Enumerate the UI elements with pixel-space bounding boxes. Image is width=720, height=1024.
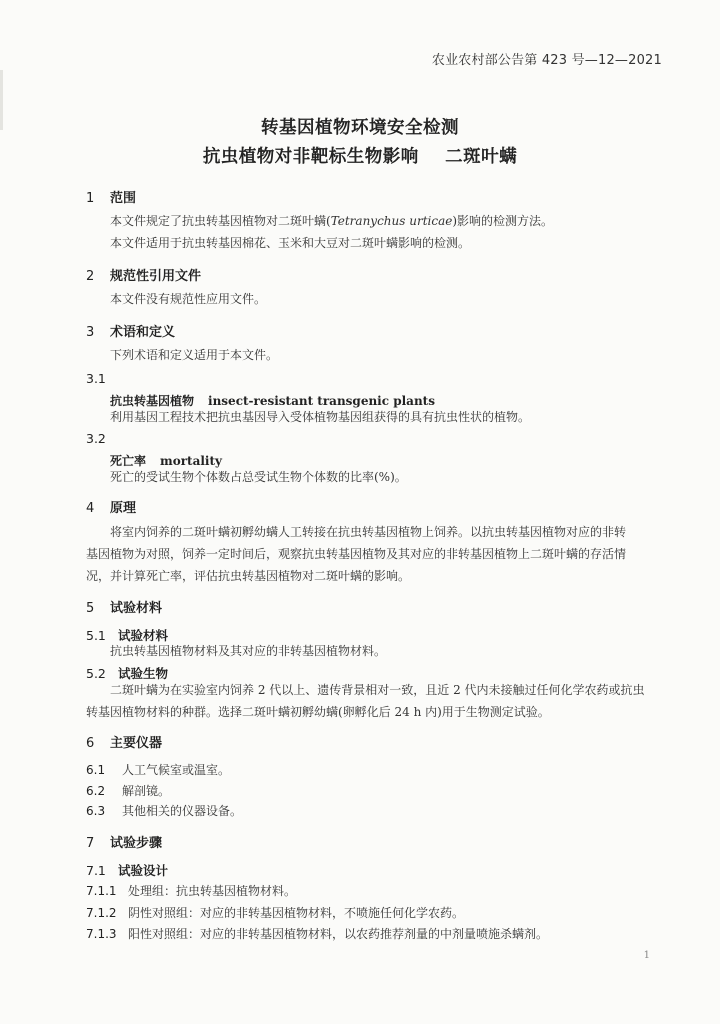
item-text: 阴性对照组：对应的非转基因植物材料，不喷施任何化学农药。 [128, 906, 465, 920]
section-title: 规范性引用文件 [110, 269, 202, 284]
principle-line-1: 将室内饲养的二斑叶螨初孵幼螨人工转接在抗虫转基因植物上饲养。以抗虫转基因植物对应的非转 [110, 525, 627, 539]
page-number: 1 [643, 950, 650, 961]
instrument-item [86, 782, 170, 799]
terms-intro: 下列术语和定义适用于本文件。 [110, 348, 279, 362]
section-title: 主要仪器 [110, 736, 163, 751]
subsection-number: 5.2 [86, 666, 106, 681]
section-title: 术语和定义 [110, 325, 176, 340]
scope-paragraph-1 [86, 210, 642, 232]
scope-paragraph-2: 本文件适用于抗虫转基因棉花、玉米和大豆对二斑叶螨影响的检测。 [110, 236, 471, 250]
design-item [86, 925, 548, 942]
term-english: mortality [160, 454, 222, 468]
subsection-title: 试验生物 [118, 666, 169, 681]
term-3-2-definition: 死亡的受试生物个体数占总受试生物个体数的比率(%)。 [110, 470, 407, 484]
term-3-1-number [86, 371, 118, 386]
section-3-heading [86, 321, 175, 340]
section-4-heading [86, 497, 136, 516]
section-6-heading [86, 732, 162, 751]
subsection-number: 5.1 [86, 628, 106, 643]
section-5-heading [86, 597, 162, 616]
item-text: 解剖镜。 [122, 784, 171, 798]
section-number: 5 [86, 601, 95, 616]
item-number: 6.1 [86, 763, 106, 777]
design-item [86, 882, 296, 899]
item-text: 阳性对照组：对应的非转基因植物材料，以农药推荐剂量的中剂量喷施杀螨剂。 [128, 927, 549, 941]
subsection-title: 试验材料 [118, 628, 169, 643]
section-number: 7 [86, 836, 95, 851]
term-number: 3.2 [86, 431, 106, 446]
section-number: 4 [86, 501, 95, 516]
design-item [86, 904, 464, 921]
section-title: 试验材料 [110, 601, 163, 616]
subsection-number: 7.1 [86, 863, 106, 878]
species-name: Tetranychus urticae [330, 214, 453, 228]
section-number: 2 [86, 269, 95, 284]
principle-line-2: 基因植物为对照，饲养一定时间后，观察抗虫转基因植物及其对应的非转基因植物上二斑叶螨的存活情 [86, 547, 627, 561]
section-title: 原理 [110, 501, 137, 516]
title-line-1: 转基因植物环境安全检测 [261, 118, 459, 138]
term-english: insect-resistant transgenic plants [208, 394, 435, 408]
section-number: 6 [86, 736, 95, 751]
item-number: 7.1.1 [86, 884, 117, 898]
materials-paragraph: 抗虫转基因植物材料及其对应的非转基因植物材料。 [110, 644, 387, 658]
term-number: 3.1 [86, 371, 106, 386]
subsection-title: 试验设计 [118, 863, 169, 878]
scope-text: 本文件规定了抗虫转基因植物对二斑叶螨( [110, 214, 331, 228]
title-line-2: 抗虫植物对非靶标生物影响 二斑叶螨 [202, 147, 518, 167]
section-7-heading [86, 832, 162, 851]
section-title: 试验步骤 [110, 836, 163, 851]
test-organism-line-2: 转基因植物材料的种群。选择二斑叶螨初孵幼螨(卵孵化后 24 h 内)用于生物测定试验。 [86, 705, 550, 719]
instrument-item [86, 761, 230, 778]
item-text: 处理组：抗虫转基因植物材料。 [128, 884, 297, 898]
principle-line-3: 况，并计算死亡率，评估抗虫转基因植物对二斑叶螨的影响。 [86, 569, 411, 583]
item-number: 7.1.3 [86, 927, 117, 941]
item-number: 6.2 [86, 784, 106, 798]
item-text: 其他相关的仪器设备。 [122, 804, 243, 818]
term-3-1-definition: 利用基因工程技术把抗虫基因导入受体植物基因组获得的具有抗虫性状的植物。 [110, 410, 531, 424]
scope-text: )影响的检测方法。 [452, 214, 554, 228]
section-number: 3 [86, 325, 95, 340]
subsection-7-1 [86, 861, 168, 879]
references-paragraph: 本文件没有规范性应用文件。 [110, 292, 267, 306]
item-text: 人工气候室或温室。 [122, 763, 231, 777]
document-number: 农业农村部公告第 423 号—12—2021 [431, 53, 662, 68]
section-1-heading [86, 187, 136, 206]
term-chinese: 死亡率 [110, 454, 147, 468]
section-2-heading [86, 265, 201, 284]
instrument-item [86, 802, 242, 819]
section-number: 1 [86, 191, 95, 206]
test-organism-line-1: 二斑叶螨为在实验室内饲养 2 代以上、遗传背景相对一致，且近 2 代内未接触过任何化学农药或抗虫 [110, 683, 645, 697]
term-3-2-number [86, 431, 118, 446]
term-chinese: 抗虫转基因植物 [110, 394, 195, 408]
item-number: 7.1.2 [86, 906, 117, 920]
item-number: 6.3 [86, 804, 106, 818]
section-title: 范围 [110, 191, 137, 206]
